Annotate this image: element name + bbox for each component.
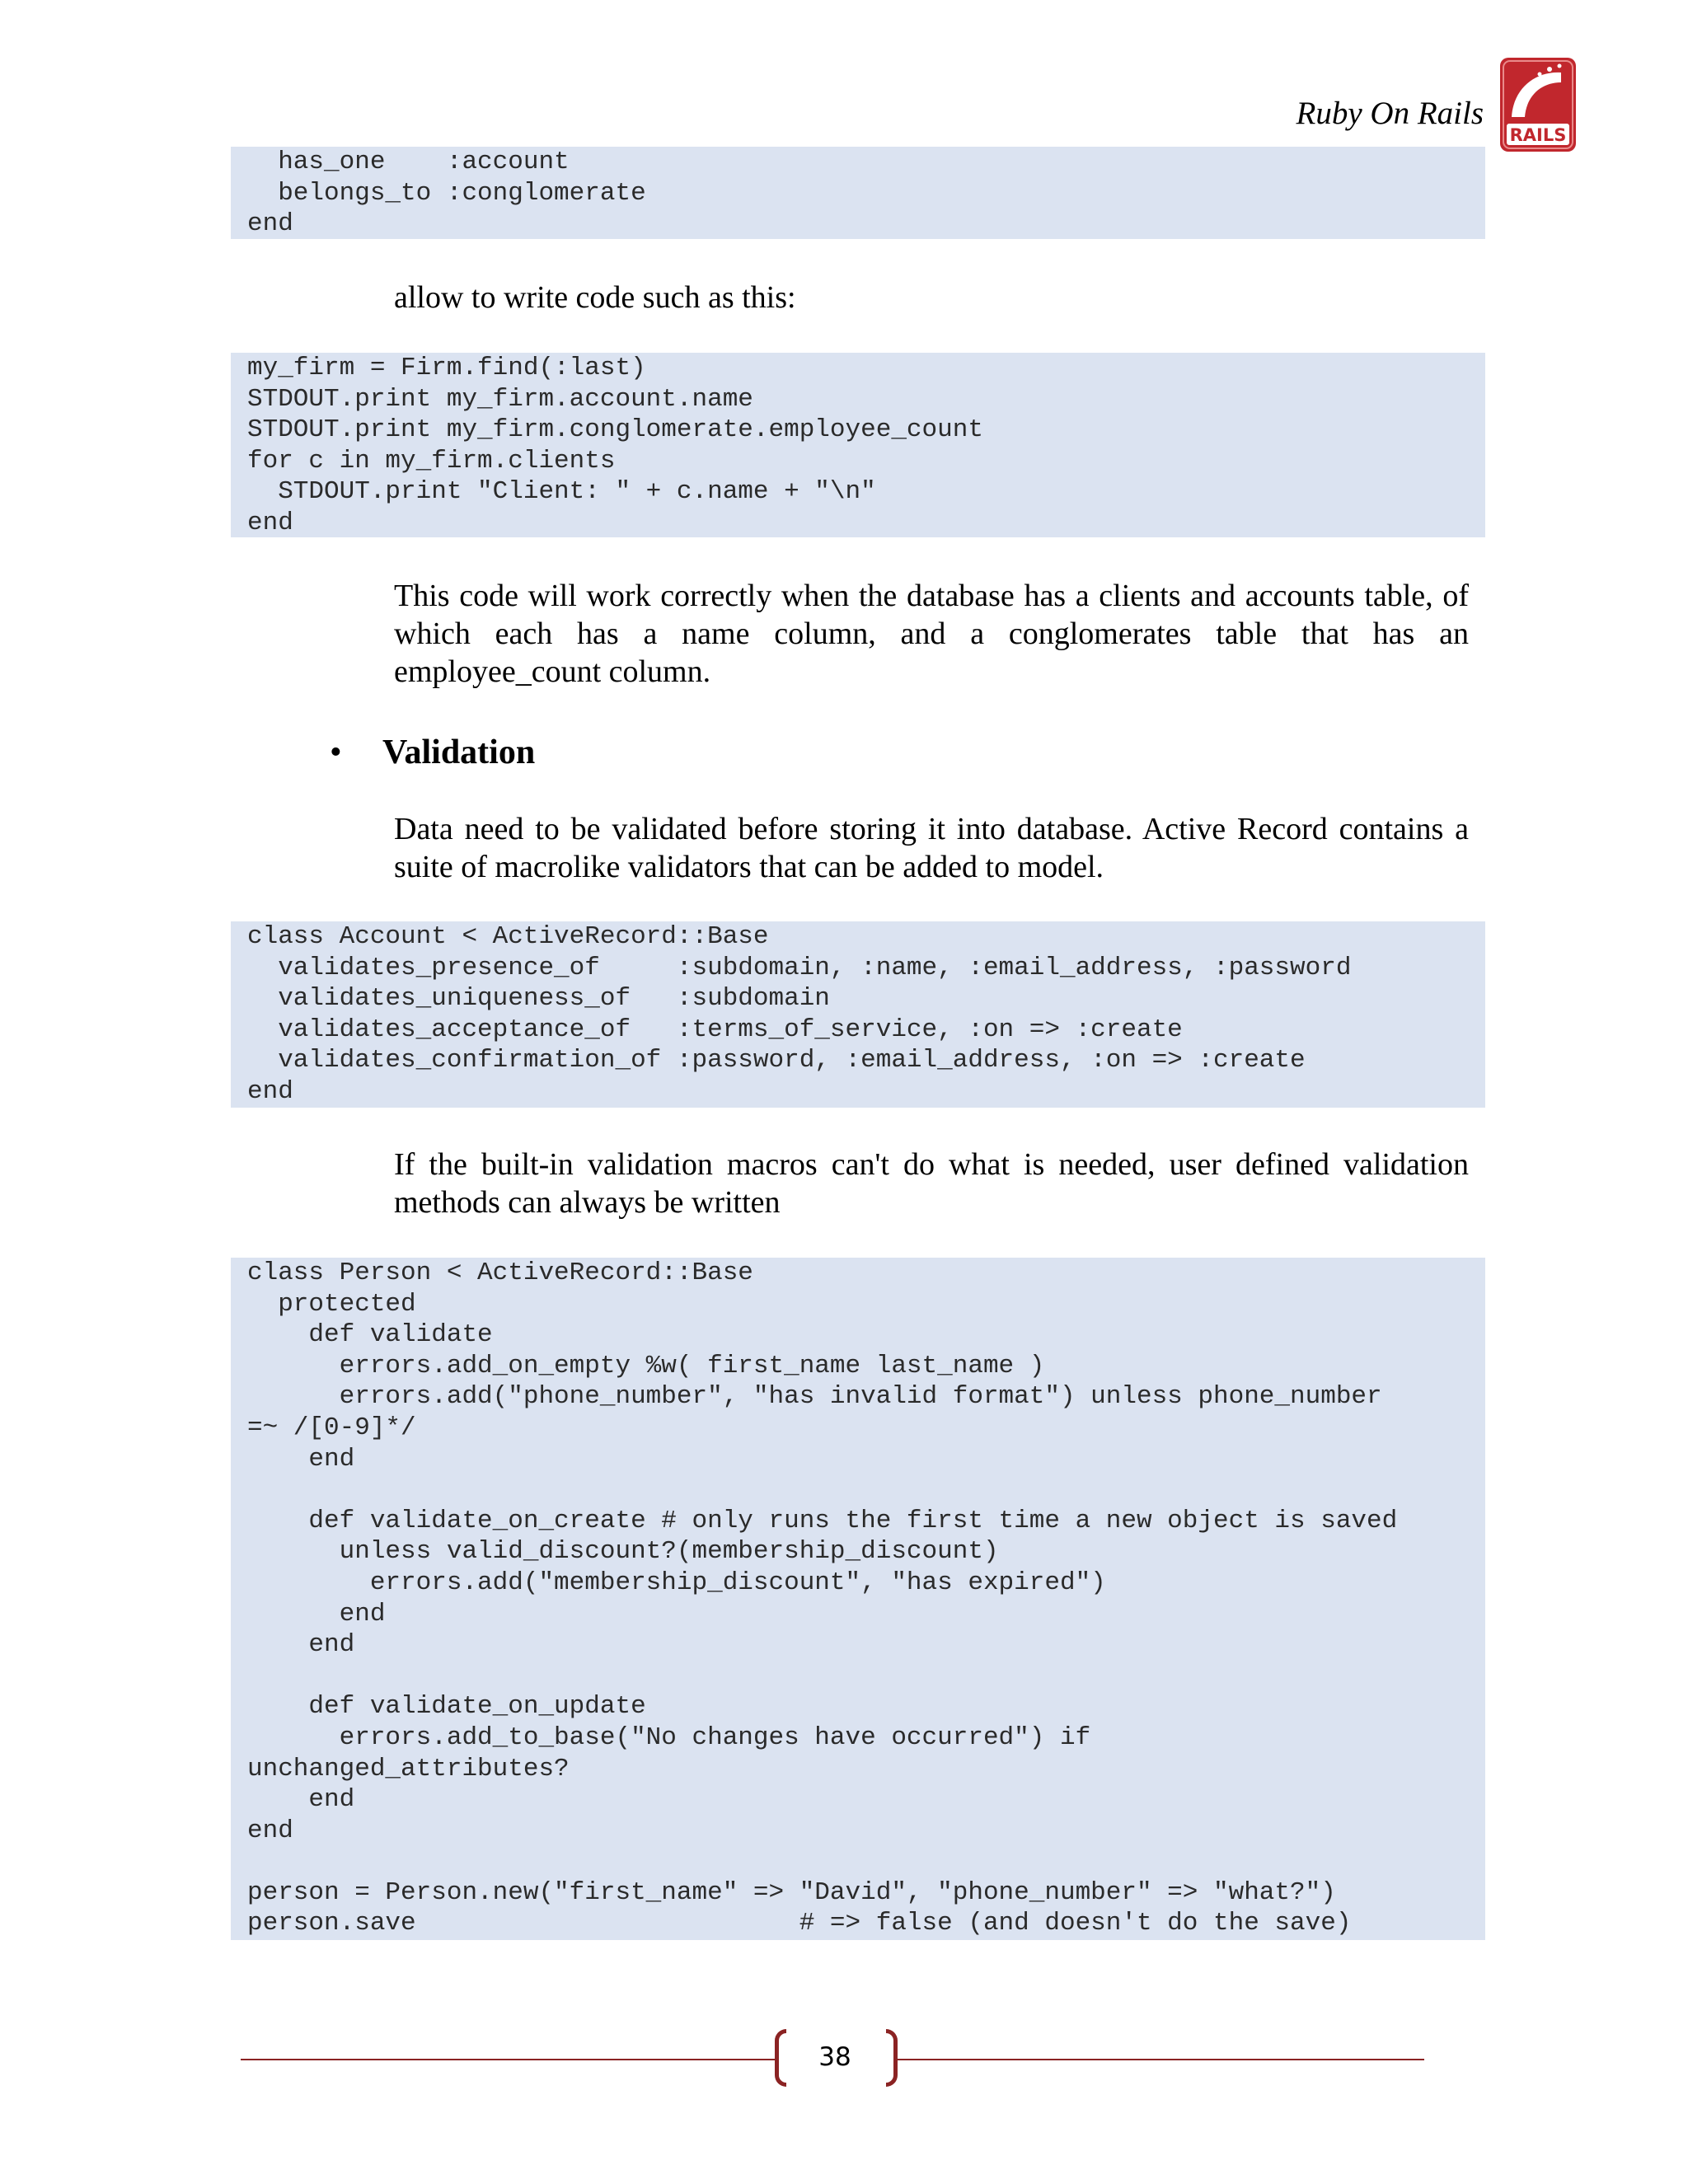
code-line: end — [247, 508, 293, 537]
rails-logo-icon — [1500, 58, 1576, 152]
code-line: protected — [247, 1289, 416, 1319]
code-line: class Account < ActiveRecord::Base — [247, 922, 769, 951]
code-line: for c in my_firm.clients — [247, 446, 616, 476]
code-line: unless valid_discount?(membership_discount) — [247, 1537, 999, 1567]
footer-brace-right — [886, 2029, 898, 2087]
paragraph-intro-code: allow to write code such as this: — [394, 280, 796, 315]
code-line: def validate_on_create # only runs the first time a new object is saved — [247, 1506, 1398, 1535]
code-line: person = Person.new("first_name" => "David", "phone_number" => "what?") — [247, 1877, 1336, 1907]
section-heading-validation — [330, 732, 535, 773]
code-line: end — [247, 1076, 293, 1106]
code-line: errors.add("phone_number", "has invalid format") unless phone_number — [247, 1382, 1382, 1412]
code-block-account-validators — [231, 921, 1485, 1108]
code-line: validates_acceptance_of :terms_of_service, :on => :create — [247, 1015, 1183, 1044]
code-line: end — [247, 1599, 386, 1629]
code-line: belongs_to :conglomerate — [247, 178, 646, 208]
code-line: my_firm = Firm.find(:last) — [247, 354, 646, 382]
code-line: end — [247, 209, 293, 239]
paragraph-validation-intro: Data need to be validated before storing it into database. Active Record contains a suite of macrolike validators that can be added to model. — [394, 812, 1469, 884]
code-line: STDOUT.print my_firm.conglomerate.employee_count — [247, 415, 983, 445]
code-line — [247, 1846, 1485, 1877]
code-line: unchanged_attributes? — [247, 1754, 570, 1783]
code-line: =~ /[0-9]*/ — [247, 1413, 416, 1442]
code-line: person.save # => false (and doesn't do the save) — [247, 1909, 1352, 1938]
code-line: def validate — [247, 1320, 493, 1350]
code-block-associations — [231, 147, 1485, 239]
code-line: end — [247, 1444, 355, 1474]
code-line: errors.add_to_base("No changes have occurred") if — [247, 1722, 1091, 1752]
code-line: end — [247, 1785, 355, 1815]
header-title: Ruby On Rails — [1296, 96, 1484, 131]
bullet-icon: • — [330, 733, 342, 771]
footer-rule-left — [241, 2059, 776, 2060]
code-line: errors.add_on_empty %w( first_name last_name ) — [247, 1351, 1045, 1380]
logo-text: RAILS — [1509, 125, 1567, 145]
code-line — [247, 1474, 1485, 1506]
paragraph-database-explanation: This code will work correctly when the database has a clients and accounts table, of which each has a name column, and a conglomerates table that has an employee_count column. — [394, 579, 1469, 689]
code-line: def validate_on_update — [247, 1692, 646, 1722]
page-number: 38 — [818, 2042, 851, 2072]
code-line: errors.add("membership_discount", "has expired") — [247, 1568, 1106, 1597]
code-line: STDOUT.print my_firm.account.name — [247, 384, 753, 414]
code-line: validates_uniqueness_of :subdomain — [247, 984, 830, 1014]
code-line: class Person < ActiveRecord::Base — [247, 1258, 753, 1287]
footer-rule-right — [897, 2059, 1424, 2060]
heading-text: Validation — [382, 733, 536, 771]
code-line: validates_presence_of :subdomain, :name, :email_address, :password — [247, 953, 1352, 982]
code-line — [247, 1661, 1485, 1692]
code-block-person-validation — [231, 1258, 1485, 1940]
code-block-firm-usage — [231, 353, 1485, 537]
paragraph-custom-validation: If the built-in validation macros can't do what is needed, user defined validation methods can always be written — [394, 1147, 1469, 1220]
code-line: end — [247, 1816, 293, 1845]
code-line: end — [247, 1630, 355, 1660]
code-line: validates_confirmation_of :password, :email_address, :on => :create — [247, 1046, 1306, 1076]
code-line: has_one :account — [247, 148, 570, 176]
footer-brace-left — [775, 2029, 786, 2087]
code-line: STDOUT.print "Client: " + c.name + "\n" — [247, 477, 876, 507]
rails-logo — [1500, 58, 1576, 152]
